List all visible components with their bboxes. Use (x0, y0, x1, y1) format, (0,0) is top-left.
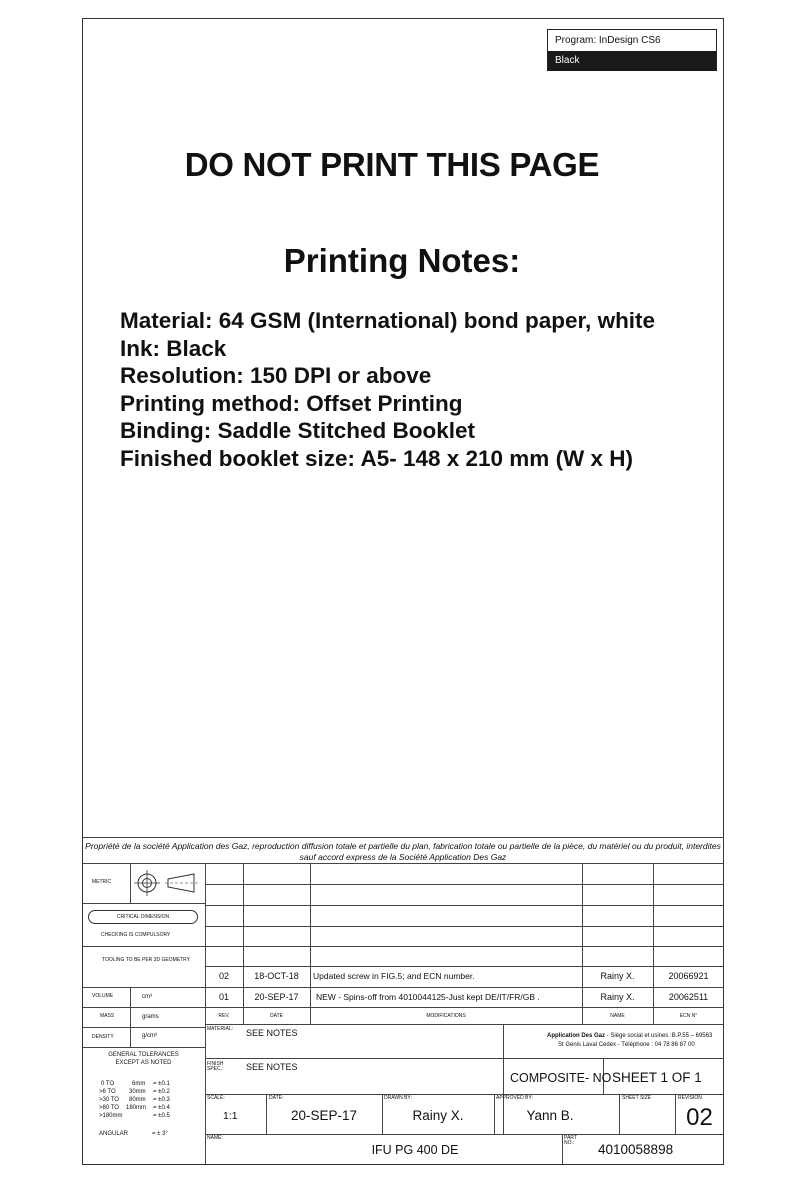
tb-line (205, 884, 724, 885)
approved-by-label: APPROVED BY: (496, 1095, 533, 1101)
tolerances-title: GENERAL TOLERANCES (108, 1052, 179, 1058)
program-label: Program: InDesign CS6 (555, 35, 661, 46)
rev-header-ecn: ECN N° (679, 1013, 698, 1019)
rev-modification: Updated screw in FIG.5; and ECN number. (313, 971, 475, 981)
tolerance-value: = ±0.3 (153, 1097, 170, 1103)
tb-line (82, 987, 724, 988)
tolerance-range: 0 TO (101, 1081, 115, 1087)
material-label: MATERIAL: (207, 1026, 234, 1032)
tb-line (205, 926, 724, 927)
rev-date: 18-OCT-18 (254, 971, 299, 981)
name-label: NAME: (207, 1135, 223, 1141)
drawn-by-value: Rainy X. (412, 1108, 464, 1123)
density-label: DENSITY (92, 1034, 114, 1040)
tb-line (130, 987, 131, 1047)
volume-label: VOLUME (92, 993, 114, 999)
critical-dimension-badge (88, 910, 198, 924)
scale-value: 1:1 (223, 1110, 238, 1122)
checking-label: CHECKING IS COMPULSORY (101, 932, 171, 938)
program-box (547, 29, 717, 71)
color-label: Black (548, 51, 716, 71)
rev-date: 20-SEP-17 (254, 992, 299, 1002)
projection-symbol-icon (132, 866, 202, 900)
drawn-by-label: DRAWN BY: (384, 1095, 412, 1101)
metric-label: METRIC (92, 879, 112, 885)
approved-by-value: Yann B. (526, 1108, 574, 1123)
tb-line (82, 1047, 205, 1048)
tb-line (205, 1024, 724, 1025)
tb-line (310, 863, 311, 1024)
company-name: Application Des Gaz (547, 1033, 606, 1039)
note-ink: Ink: Black (120, 335, 227, 361)
note-material: Material: 64 GSM (International) bond paper, white (120, 308, 656, 333)
revision-label: REVISION (678, 1095, 702, 1101)
material-value: SEE NOTES (246, 1028, 298, 1038)
tolerance-value: = ±0.5 (153, 1113, 170, 1119)
company-line1: - Siège social et usines :B.P.55 – 69563 (605, 1033, 713, 1039)
tolerance-value: = ±0.1 (153, 1081, 170, 1087)
warning-heading: DO NOT PRINT THIS PAGE (184, 146, 600, 183)
rev-modification: NEW - Spins-off from 4010044125-Just kept DE/IT/FR/GB . (316, 992, 540, 1002)
tolerance-dim: 6mm (132, 1081, 146, 1087)
tb-line (205, 946, 724, 947)
rev-number: 02 (218, 971, 229, 981)
note-binding: Binding: Saddle Stitched Booklet (120, 418, 476, 443)
mass-label: MASS (100, 1013, 115, 1019)
finish-label: FINISH SPEC.: (207, 1061, 224, 1072)
tolerances-subtitle: EXCEPT AS NOTED (115, 1060, 172, 1066)
rev-header-name: NAME (610, 1013, 625, 1019)
notes-title: Printing Notes: (283, 242, 521, 279)
tb-line (82, 903, 205, 904)
name-value: IFU PG 400 DE (371, 1143, 459, 1157)
printing-notes-list (120, 307, 655, 472)
rev-header-date: DATE (270, 1013, 283, 1019)
tb-line (205, 1058, 503, 1059)
copyright-notice: Propriété de la société Application des Gaz, reproduction diffusion totale et partielle du plan, fabrication totale ou partielle de la pièce, du matériel ou du produit, interdites sauf accord express de la Société Application Des Gaz (85, 841, 721, 862)
tb-line (205, 905, 724, 906)
rev-number: 01 (218, 992, 229, 1002)
tolerance-dim: 30mm (129, 1089, 146, 1095)
rev-name: Rainy X. (600, 971, 635, 981)
note-size: Finished booklet size: A5- 148 x 210 mm (W x H) (120, 445, 634, 471)
tb-line (82, 946, 205, 947)
rev-header-rev: REV. (218, 1013, 230, 1019)
tolerance-dim: 80mm (129, 1097, 146, 1103)
company-line2: St Genis Laval Cedex - Téléphone : 04 78 86 87 00 (558, 1042, 695, 1048)
note-method: Printing method: Offset Printing (120, 390, 463, 416)
tb-line (205, 1134, 724, 1135)
note-resolution: Resolution: 150 DPI or above (120, 363, 432, 388)
rev-ecn: 20062511 (668, 992, 709, 1002)
revision-value: 02 (686, 1104, 713, 1131)
mass-unit: grams (142, 1014, 159, 1020)
date-label: DATE: (269, 1095, 284, 1101)
tb-line (205, 966, 724, 967)
volume-unit: cm³ (142, 994, 152, 1000)
part-value: 4010058898 (598, 1142, 674, 1157)
tb-line (503, 1058, 724, 1059)
part-label: PART NO.: (564, 1135, 577, 1146)
critical-dimension-label: CRITICAL DIMENSION (116, 914, 170, 920)
tooling-label: TOOLING TO BE PER 3D GEOMETRY (102, 957, 190, 963)
sheet-label: SHEET 1 OF 1 (612, 1070, 702, 1085)
tolerance-range: >30 TO (99, 1097, 119, 1103)
density-unit: g/cm³ (142, 1033, 157, 1039)
tolerance-value: = ±0.4 (153, 1105, 170, 1111)
tb-line (82, 863, 724, 864)
rev-ecn: 20066921 (668, 971, 709, 981)
tb-line (82, 1027, 205, 1028)
tolerance-range: >80 TO (99, 1105, 119, 1111)
tolerance-value: = ±0.2 (153, 1089, 170, 1095)
tb-line (82, 1007, 724, 1008)
rev-header-mod: MODIFICATIONS (426, 1013, 466, 1019)
tb-line (130, 863, 131, 903)
tb-top-line (82, 837, 724, 838)
angular-label: ANGULAR (99, 1131, 129, 1137)
company-address (547, 1033, 712, 1039)
tb-line (619, 1094, 620, 1134)
sheet-size-label: SHEET SIZE (622, 1095, 652, 1101)
tolerance-dim: 180mm (126, 1105, 147, 1111)
composite-label: COMPOSITE- NO (510, 1071, 612, 1085)
angular-value: = ± 3° (152, 1131, 168, 1137)
scale-label: SCALE: (207, 1095, 225, 1101)
finish-value: SEE NOTES (246, 1062, 298, 1072)
date-value: 20-SEP-17 (290, 1108, 358, 1123)
tolerance-range: >180mm (99, 1113, 123, 1119)
tolerance-range: >6 TO (99, 1089, 116, 1095)
rev-name: Rainy X. (600, 992, 635, 1002)
